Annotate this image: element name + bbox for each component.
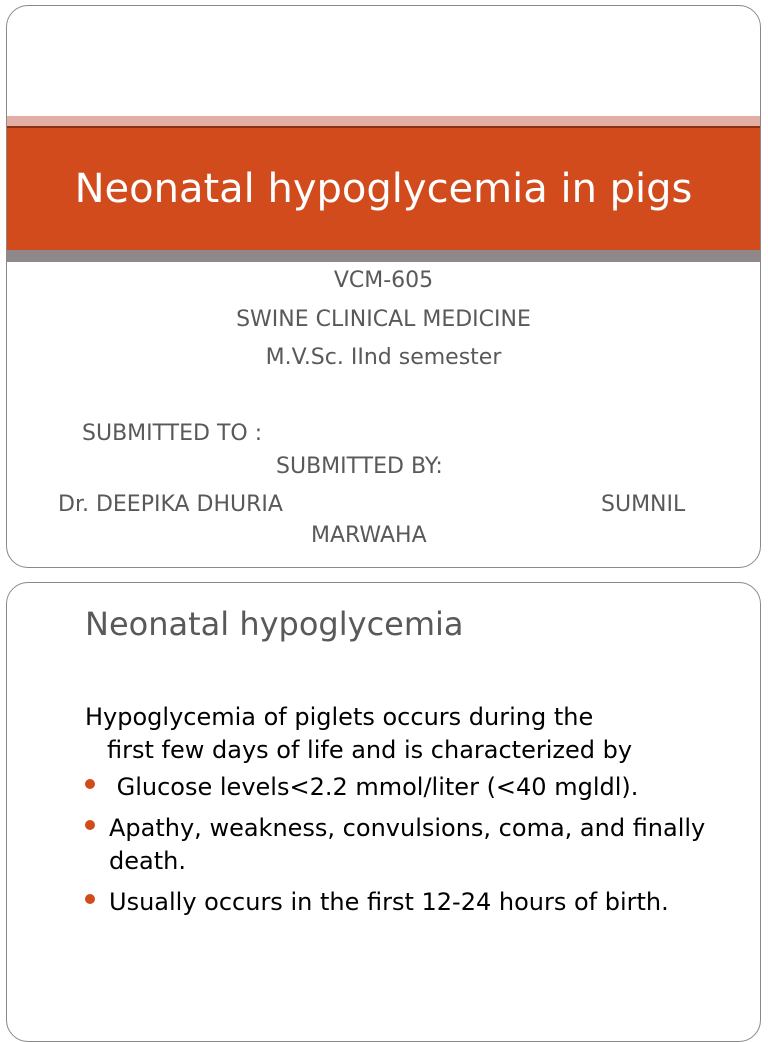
bullet-icon [85,894,95,904]
title-band [7,116,760,264]
bullet-icon [85,820,95,830]
content-slide [6,582,761,1042]
submitted-to-name: Dr. DEEPIKA DHURIA [58,492,283,517]
list-item [77,886,757,919]
intro-line-1: Hypoglycemia of piglets occurs during the [85,703,594,731]
slide-title: Neonatal hypoglycemia in pigs [74,166,693,212]
bullet-list [77,771,757,927]
bullet-icon [85,779,95,789]
band-bottom-stripe [7,250,760,262]
course-name: SWINE CLINICAL MEDICINE [236,307,531,332]
semester: M.V.Sc. IInd semester [265,345,502,370]
list-item [77,812,757,878]
slide-heading: Neonatal hypoglycemia [85,605,464,643]
title-slide [6,5,761,568]
submitted-by-label: SUBMITTED BY: [276,454,443,479]
intro-paragraph [85,701,745,767]
bullet-text: Glucose levels<2.2 mmol/liter (<40 mgldl). [109,773,639,801]
course-code: VCM-605 [333,268,434,293]
bullet-text: Usually occurs in the first 12-24 hours of birth. [109,888,669,916]
band-top-stripe [7,116,760,126]
list-item [77,771,757,804]
submitted-by-name-first: SUMNIL [601,492,686,517]
submitted-by-name-last: MARWAHA [311,523,427,548]
submitted-to-label: SUBMITTED TO : [82,421,263,446]
intro-line-2: first few days of life and is characterized by [107,736,633,764]
bullet-text: Apathy, weakness, convulsions, coma, and finally death. [109,814,706,875]
